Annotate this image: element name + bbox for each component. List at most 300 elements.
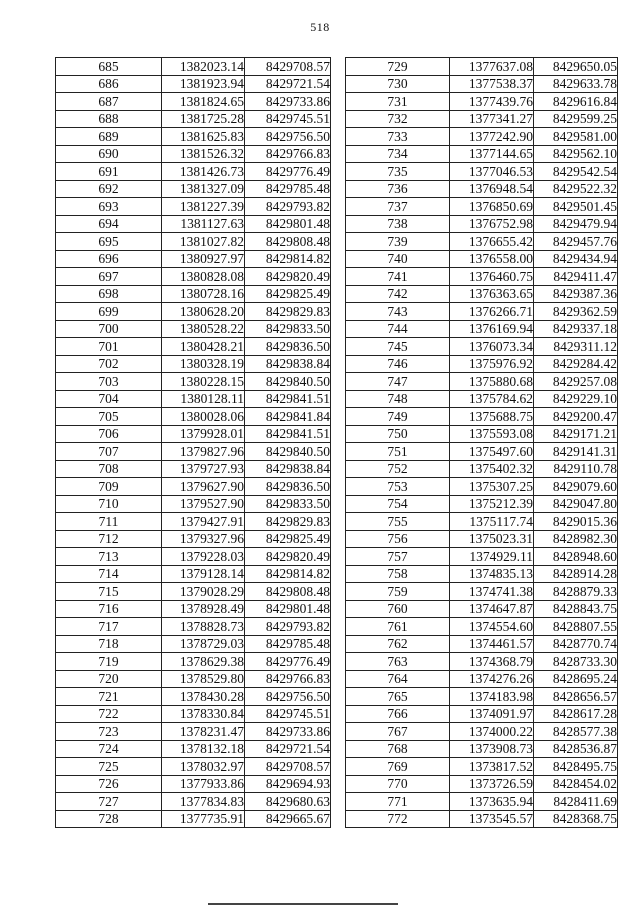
y-coordinate-cell: 8429841.84 xyxy=(245,408,331,426)
x-coordinate-cell: 1373635.94 xyxy=(450,793,534,811)
table-row xyxy=(56,793,331,811)
y-coordinate-cell: 8429284.42 xyxy=(534,355,618,373)
table-row xyxy=(346,565,618,583)
x-coordinate-cell: 1374183.98 xyxy=(450,688,534,706)
y-coordinate-cell: 8429814.82 xyxy=(245,250,331,268)
point-number-cell: 715 xyxy=(56,583,162,601)
x-coordinate-cell: 1373726.59 xyxy=(450,775,534,793)
point-number-cell: 722 xyxy=(56,705,162,723)
x-coordinate-cell: 1376655.42 xyxy=(450,233,534,251)
x-coordinate-cell: 1374461.57 xyxy=(450,635,534,653)
table-row xyxy=(346,548,618,566)
y-coordinate-cell: 8429829.83 xyxy=(245,303,331,321)
point-number-cell: 738 xyxy=(346,215,450,233)
table-row xyxy=(56,513,331,531)
point-number-cell: 696 xyxy=(56,250,162,268)
table-row xyxy=(346,530,618,548)
x-coordinate-cell: 1373817.52 xyxy=(450,758,534,776)
table-row xyxy=(346,355,618,373)
y-coordinate-cell: 8429820.49 xyxy=(245,268,331,286)
table-row xyxy=(346,75,618,93)
x-coordinate-cell: 1377933.86 xyxy=(162,775,245,793)
y-coordinate-cell: 8429311.12 xyxy=(534,338,618,356)
y-coordinate-cell: 8428914.28 xyxy=(534,565,618,583)
y-coordinate-cell: 8429257.08 xyxy=(534,373,618,391)
point-number-cell: 754 xyxy=(346,495,450,513)
y-coordinate-cell: 8429814.82 xyxy=(245,565,331,583)
y-coordinate-cell: 8429457.76 xyxy=(534,233,618,251)
point-number-cell: 752 xyxy=(346,460,450,478)
x-coordinate-cell: 1374835.13 xyxy=(450,565,534,583)
point-number-cell: 770 xyxy=(346,775,450,793)
x-coordinate-cell: 1377735.91 xyxy=(162,810,245,828)
x-coordinate-cell: 1380028.06 xyxy=(162,408,245,426)
x-coordinate-cell: 1378132.18 xyxy=(162,740,245,758)
table-row xyxy=(346,810,618,828)
point-number-cell: 724 xyxy=(56,740,162,758)
y-coordinate-cell: 8429434.94 xyxy=(534,250,618,268)
x-coordinate-cell: 1380428.21 xyxy=(162,338,245,356)
x-coordinate-cell: 1377046.53 xyxy=(450,163,534,181)
table-row xyxy=(346,425,618,443)
y-coordinate-cell: 8429785.48 xyxy=(245,180,331,198)
point-number-cell: 708 xyxy=(56,460,162,478)
y-coordinate-cell: 8429616.84 xyxy=(534,93,618,111)
table-row xyxy=(346,723,618,741)
table-row xyxy=(56,460,331,478)
point-number-cell: 723 xyxy=(56,723,162,741)
point-number-cell: 686 xyxy=(56,75,162,93)
x-coordinate-cell: 1378430.28 xyxy=(162,688,245,706)
table-row xyxy=(56,478,331,496)
x-coordinate-cell: 1377242.90 xyxy=(450,128,534,146)
y-coordinate-cell: 8429841.51 xyxy=(245,425,331,443)
point-number-cell: 699 xyxy=(56,303,162,321)
table-row xyxy=(56,180,331,198)
y-coordinate-cell: 8429721.54 xyxy=(245,740,331,758)
point-number-cell: 772 xyxy=(346,810,450,828)
point-number-cell: 759 xyxy=(346,583,450,601)
point-number-cell: 706 xyxy=(56,425,162,443)
y-coordinate-cell: 8429836.50 xyxy=(245,338,331,356)
table-row xyxy=(56,653,331,671)
table-row xyxy=(56,548,331,566)
y-coordinate-cell: 8429838.84 xyxy=(245,355,331,373)
page-number: 518 xyxy=(310,20,330,34)
table-row xyxy=(346,303,618,321)
y-coordinate-cell: 8428948.60 xyxy=(534,548,618,566)
point-number-cell: 712 xyxy=(56,530,162,548)
y-coordinate-cell: 8429200.47 xyxy=(534,408,618,426)
y-coordinate-cell: 8429766.83 xyxy=(245,145,331,163)
point-number-cell: 718 xyxy=(56,635,162,653)
y-coordinate-cell: 8429680.63 xyxy=(245,793,331,811)
x-coordinate-cell: 1375497.60 xyxy=(450,443,534,461)
y-coordinate-cell: 8429836.50 xyxy=(245,478,331,496)
x-coordinate-cell: 1378828.73 xyxy=(162,618,245,636)
x-coordinate-cell: 1373908.73 xyxy=(450,740,534,758)
y-coordinate-cell: 8428495.75 xyxy=(534,758,618,776)
y-coordinate-cell: 8429793.82 xyxy=(245,198,331,216)
table-row xyxy=(56,355,331,373)
x-coordinate-cell: 1377144.65 xyxy=(450,145,534,163)
x-coordinate-cell: 1375212.39 xyxy=(450,495,534,513)
point-number-cell: 771 xyxy=(346,793,450,811)
x-coordinate-cell: 1377538.37 xyxy=(450,75,534,93)
table-row xyxy=(56,688,331,706)
y-coordinate-cell: 8428577.38 xyxy=(534,723,618,741)
x-coordinate-cell: 1377834.83 xyxy=(162,793,245,811)
table-row xyxy=(56,93,331,111)
table-row xyxy=(346,233,618,251)
point-number-cell: 760 xyxy=(346,600,450,618)
table-row xyxy=(346,373,618,391)
x-coordinate-cell: 1378928.49 xyxy=(162,600,245,618)
table-row xyxy=(346,285,618,303)
point-number-cell: 766 xyxy=(346,705,450,723)
table-row xyxy=(56,215,331,233)
table-row xyxy=(346,793,618,811)
x-coordinate-cell: 1376169.94 xyxy=(450,320,534,338)
x-coordinate-cell: 1376752.98 xyxy=(450,215,534,233)
x-coordinate-cell: 1376363.65 xyxy=(450,285,534,303)
point-number-cell: 720 xyxy=(56,670,162,688)
point-number-cell: 728 xyxy=(56,810,162,828)
point-number-cell: 764 xyxy=(346,670,450,688)
x-coordinate-cell: 1381327.09 xyxy=(162,180,245,198)
table-row xyxy=(56,338,331,356)
x-coordinate-cell: 1379827.96 xyxy=(162,443,245,461)
point-number-cell: 700 xyxy=(56,320,162,338)
table-row xyxy=(56,320,331,338)
point-number-cell: 762 xyxy=(346,635,450,653)
y-coordinate-cell: 8429801.48 xyxy=(245,215,331,233)
point-number-cell: 768 xyxy=(346,740,450,758)
point-number-cell: 735 xyxy=(346,163,450,181)
x-coordinate-cell: 1376850.69 xyxy=(450,198,534,216)
y-coordinate-cell: 8429840.50 xyxy=(245,443,331,461)
point-number-cell: 694 xyxy=(56,215,162,233)
table-row xyxy=(346,635,618,653)
table-row xyxy=(346,215,618,233)
y-coordinate-cell: 8429801.48 xyxy=(245,600,331,618)
table-row xyxy=(56,425,331,443)
point-number-cell: 744 xyxy=(346,320,450,338)
table-row xyxy=(346,198,618,216)
point-number-cell: 765 xyxy=(346,688,450,706)
y-coordinate-cell: 8429776.49 xyxy=(245,163,331,181)
table-row xyxy=(56,233,331,251)
table-row xyxy=(346,110,618,128)
table-row xyxy=(346,443,618,461)
y-coordinate-cell: 8429733.86 xyxy=(245,723,331,741)
table-row xyxy=(56,163,331,181)
y-coordinate-cell: 8428617.28 xyxy=(534,705,618,723)
table-row xyxy=(346,740,618,758)
table-row xyxy=(56,810,331,828)
x-coordinate-cell: 1379028.29 xyxy=(162,583,245,601)
point-number-cell: 731 xyxy=(346,93,450,111)
y-coordinate-cell: 8429733.86 xyxy=(245,93,331,111)
point-number-cell: 749 xyxy=(346,408,450,426)
table-row xyxy=(346,460,618,478)
table-row xyxy=(56,303,331,321)
x-coordinate-cell: 1376266.71 xyxy=(450,303,534,321)
x-coordinate-cell: 1374091.97 xyxy=(450,705,534,723)
y-coordinate-cell: 8428982.30 xyxy=(534,530,618,548)
x-coordinate-cell: 1378032.97 xyxy=(162,758,245,776)
point-number-cell: 705 xyxy=(56,408,162,426)
x-coordinate-cell: 1381227.39 xyxy=(162,198,245,216)
y-coordinate-cell: 8429756.50 xyxy=(245,128,331,146)
x-coordinate-cell: 1381426.73 xyxy=(162,163,245,181)
y-coordinate-cell: 8429825.49 xyxy=(245,530,331,548)
x-coordinate-cell: 1378729.03 xyxy=(162,635,245,653)
table-row xyxy=(56,145,331,163)
point-number-cell: 758 xyxy=(346,565,450,583)
x-coordinate-cell: 1380528.22 xyxy=(162,320,245,338)
table-row xyxy=(346,495,618,513)
table-row xyxy=(346,128,618,146)
x-coordinate-cell: 1381824.65 xyxy=(162,93,245,111)
x-coordinate-cell: 1379928.01 xyxy=(162,425,245,443)
x-coordinate-cell: 1375880.68 xyxy=(450,373,534,391)
table-row xyxy=(346,338,618,356)
point-number-cell: 702 xyxy=(56,355,162,373)
x-coordinate-cell: 1374368.79 xyxy=(450,653,534,671)
table-row xyxy=(56,600,331,618)
x-coordinate-cell: 1374929.11 xyxy=(450,548,534,566)
x-coordinate-cell: 1380927.97 xyxy=(162,250,245,268)
x-coordinate-cell: 1381526.32 xyxy=(162,145,245,163)
y-coordinate-cell: 8428368.75 xyxy=(534,810,618,828)
table-row xyxy=(346,513,618,531)
table-row xyxy=(346,653,618,671)
y-coordinate-cell: 8429633.78 xyxy=(534,75,618,93)
table-row xyxy=(346,600,618,618)
y-coordinate-cell: 8429776.49 xyxy=(245,653,331,671)
point-number-cell: 756 xyxy=(346,530,450,548)
table-row xyxy=(56,198,331,216)
table-row xyxy=(346,408,618,426)
y-coordinate-cell: 8429833.50 xyxy=(245,320,331,338)
x-coordinate-cell: 1379427.91 xyxy=(162,513,245,531)
x-coordinate-cell: 1376460.75 xyxy=(450,268,534,286)
point-number-cell: 742 xyxy=(346,285,450,303)
y-coordinate-cell: 8428843.75 xyxy=(534,600,618,618)
table-row xyxy=(346,670,618,688)
table-row xyxy=(346,58,618,76)
y-coordinate-cell: 8429581.00 xyxy=(534,128,618,146)
x-coordinate-cell: 1378231.47 xyxy=(162,723,245,741)
coordinate-table-body xyxy=(56,58,331,828)
point-number-cell: 751 xyxy=(346,443,450,461)
point-number-cell: 745 xyxy=(346,338,450,356)
point-number-cell: 761 xyxy=(346,618,450,636)
table-row xyxy=(346,320,618,338)
y-coordinate-cell: 8429501.45 xyxy=(534,198,618,216)
point-number-cell: 741 xyxy=(346,268,450,286)
x-coordinate-cell: 1381725.28 xyxy=(162,110,245,128)
table-row xyxy=(346,618,618,636)
point-number-cell: 743 xyxy=(346,303,450,321)
x-coordinate-cell: 1380628.20 xyxy=(162,303,245,321)
point-number-cell: 739 xyxy=(346,233,450,251)
point-number-cell: 750 xyxy=(346,425,450,443)
y-coordinate-cell: 8428733.30 xyxy=(534,653,618,671)
y-coordinate-cell: 8428656.57 xyxy=(534,688,618,706)
table-row xyxy=(56,110,331,128)
table-row xyxy=(56,618,331,636)
table-row xyxy=(346,775,618,793)
point-number-cell: 769 xyxy=(346,758,450,776)
y-coordinate-cell: 8429838.84 xyxy=(245,460,331,478)
point-number-cell: 713 xyxy=(56,548,162,566)
point-number-cell: 687 xyxy=(56,93,162,111)
coordinate-table-right xyxy=(345,57,618,828)
coordinate-table-body xyxy=(346,58,618,828)
x-coordinate-cell: 1380228.15 xyxy=(162,373,245,391)
y-coordinate-cell: 8429785.48 xyxy=(245,635,331,653)
point-number-cell: 685 xyxy=(56,58,162,76)
x-coordinate-cell: 1378529.80 xyxy=(162,670,245,688)
y-coordinate-cell: 8429820.49 xyxy=(245,548,331,566)
x-coordinate-cell: 1380128.11 xyxy=(162,390,245,408)
table-row xyxy=(346,390,618,408)
point-number-cell: 737 xyxy=(346,198,450,216)
y-coordinate-cell: 8428411.69 xyxy=(534,793,618,811)
coordinate-table-left xyxy=(55,57,331,828)
y-coordinate-cell: 8429841.51 xyxy=(245,390,331,408)
x-coordinate-cell: 1382023.14 xyxy=(162,58,245,76)
y-coordinate-cell: 8429015.36 xyxy=(534,513,618,531)
point-number-cell: 689 xyxy=(56,128,162,146)
point-number-cell: 740 xyxy=(346,250,450,268)
y-coordinate-cell: 8428807.55 xyxy=(534,618,618,636)
point-number-cell: 727 xyxy=(56,793,162,811)
y-coordinate-cell: 8429047.80 xyxy=(534,495,618,513)
table-row xyxy=(56,250,331,268)
point-number-cell: 763 xyxy=(346,653,450,671)
y-coordinate-cell: 8429479.94 xyxy=(534,215,618,233)
point-number-cell: 710 xyxy=(56,495,162,513)
y-coordinate-cell: 8429599.25 xyxy=(534,110,618,128)
y-coordinate-cell: 8429522.32 xyxy=(534,180,618,198)
x-coordinate-cell: 1379527.90 xyxy=(162,495,245,513)
table-row xyxy=(56,128,331,146)
y-coordinate-cell: 8429694.93 xyxy=(245,775,331,793)
y-coordinate-cell: 8429562.10 xyxy=(534,145,618,163)
x-coordinate-cell: 1381923.94 xyxy=(162,75,245,93)
table-row xyxy=(56,740,331,758)
x-coordinate-cell: 1381127.63 xyxy=(162,215,245,233)
x-coordinate-cell: 1374000.22 xyxy=(450,723,534,741)
x-coordinate-cell: 1375023.31 xyxy=(450,530,534,548)
point-number-cell: 695 xyxy=(56,233,162,251)
point-number-cell: 697 xyxy=(56,268,162,286)
x-coordinate-cell: 1380328.19 xyxy=(162,355,245,373)
x-coordinate-cell: 1377439.76 xyxy=(450,93,534,111)
y-coordinate-cell: 8429808.48 xyxy=(245,233,331,251)
point-number-cell: 703 xyxy=(56,373,162,391)
point-number-cell: 721 xyxy=(56,688,162,706)
table-row xyxy=(346,758,618,776)
table-row xyxy=(56,268,331,286)
table-row xyxy=(346,145,618,163)
x-coordinate-cell: 1381625.83 xyxy=(162,128,245,146)
x-coordinate-cell: 1374647.87 xyxy=(450,600,534,618)
point-number-cell: 730 xyxy=(346,75,450,93)
y-coordinate-cell: 8429840.50 xyxy=(245,373,331,391)
x-coordinate-cell: 1375688.75 xyxy=(450,408,534,426)
point-number-cell: 717 xyxy=(56,618,162,636)
table-row xyxy=(346,268,618,286)
x-coordinate-cell: 1377637.08 xyxy=(450,58,534,76)
x-coordinate-cell: 1378330.84 xyxy=(162,705,245,723)
y-coordinate-cell: 8428770.74 xyxy=(534,635,618,653)
point-number-cell: 692 xyxy=(56,180,162,198)
y-coordinate-cell: 8428536.87 xyxy=(534,740,618,758)
table-row xyxy=(56,705,331,723)
y-coordinate-cell: 8429665.67 xyxy=(245,810,331,828)
y-coordinate-cell: 8429362.59 xyxy=(534,303,618,321)
x-coordinate-cell: 1373545.57 xyxy=(450,810,534,828)
y-coordinate-cell: 8429708.57 xyxy=(245,58,331,76)
table-row xyxy=(346,180,618,198)
table-row xyxy=(346,250,618,268)
point-number-cell: 716 xyxy=(56,600,162,618)
point-number-cell: 714 xyxy=(56,565,162,583)
y-coordinate-cell: 8429808.48 xyxy=(245,583,331,601)
x-coordinate-cell: 1375784.62 xyxy=(450,390,534,408)
x-coordinate-cell: 1379727.93 xyxy=(162,460,245,478)
point-number-cell: 757 xyxy=(346,548,450,566)
x-coordinate-cell: 1374554.60 xyxy=(450,618,534,636)
y-coordinate-cell: 8429079.60 xyxy=(534,478,618,496)
y-coordinate-cell: 8429141.31 xyxy=(534,443,618,461)
table-row xyxy=(56,285,331,303)
point-number-cell: 746 xyxy=(346,355,450,373)
y-coordinate-cell: 8429110.78 xyxy=(534,460,618,478)
table-row xyxy=(56,775,331,793)
point-number-cell: 726 xyxy=(56,775,162,793)
x-coordinate-cell: 1379128.14 xyxy=(162,565,245,583)
y-coordinate-cell: 8429766.83 xyxy=(245,670,331,688)
x-coordinate-cell: 1378629.38 xyxy=(162,653,245,671)
y-coordinate-cell: 8429708.57 xyxy=(245,758,331,776)
table-row xyxy=(56,758,331,776)
table-row xyxy=(346,705,618,723)
table-row xyxy=(56,723,331,741)
table-row xyxy=(346,478,618,496)
point-number-cell: 729 xyxy=(346,58,450,76)
table-row xyxy=(56,530,331,548)
point-number-cell: 711 xyxy=(56,513,162,531)
y-coordinate-cell: 8429745.51 xyxy=(245,705,331,723)
y-coordinate-cell: 8429745.51 xyxy=(245,110,331,128)
y-coordinate-cell: 8429756.50 xyxy=(245,688,331,706)
point-number-cell: 732 xyxy=(346,110,450,128)
y-coordinate-cell: 8429833.50 xyxy=(245,495,331,513)
y-coordinate-cell: 8429337.18 xyxy=(534,320,618,338)
table-row xyxy=(56,373,331,391)
point-number-cell: 707 xyxy=(56,443,162,461)
point-number-cell: 691 xyxy=(56,163,162,181)
point-number-cell: 725 xyxy=(56,758,162,776)
table-row xyxy=(56,390,331,408)
point-number-cell: 767 xyxy=(346,723,450,741)
y-coordinate-cell: 8428879.33 xyxy=(534,583,618,601)
